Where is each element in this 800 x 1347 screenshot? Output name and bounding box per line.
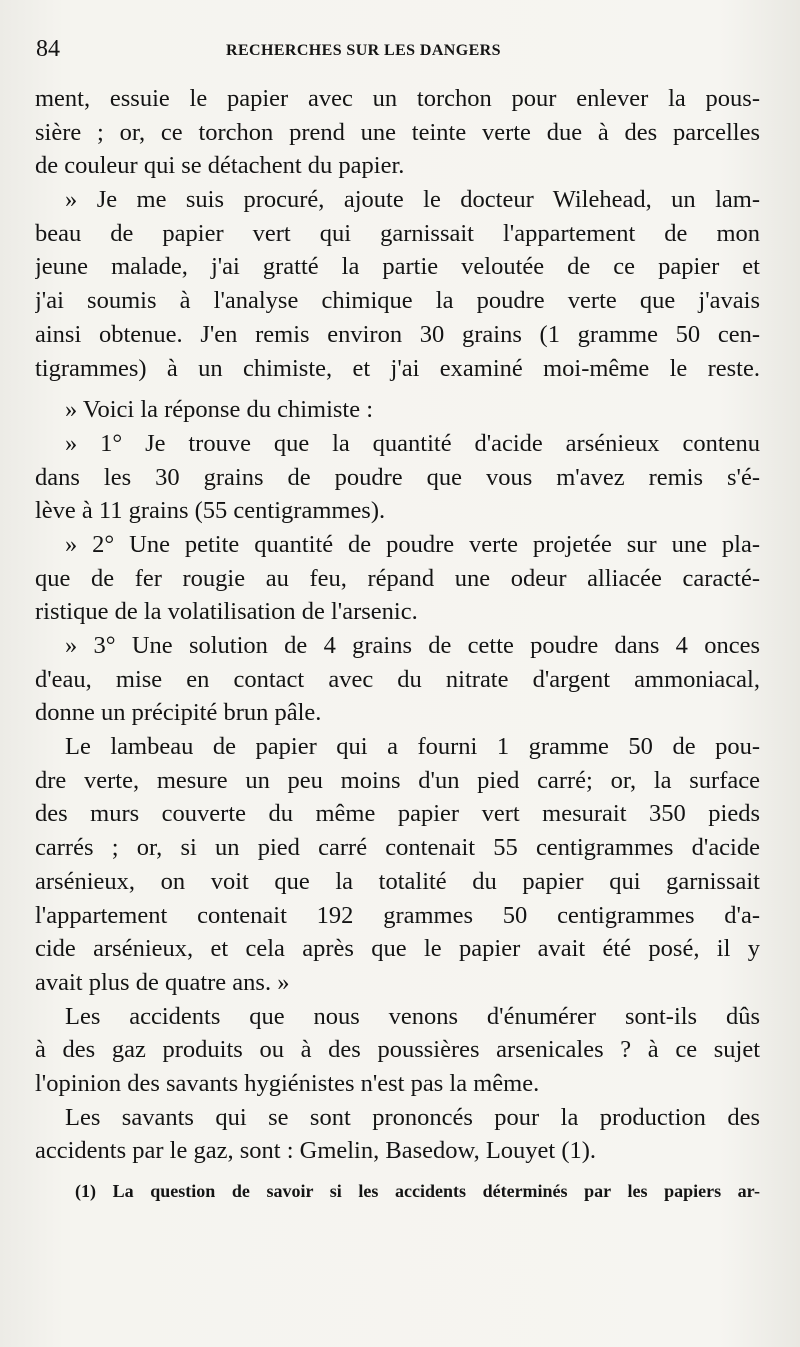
text-line: à des gaz produits ou à des poussières arsenicales ? à ce sujet [35, 1036, 760, 1064]
body-text [35, 82, 760, 1204]
text-line: ment, essuie le papier avec un torchon pour enlever la pous- [35, 85, 760, 112]
text-line: cide arsénieux, et cela après que le papier avait été posé, il y [35, 935, 760, 963]
footnote-separator [35, 1168, 760, 1178]
text-line: sière ; or, ce torchon prend une teinte verte due à des parcelles [35, 118, 760, 146]
text-line: carrés ; or, si un pied carré contenait 55 centigrammes d'acide [35, 834, 760, 862]
text-line: beau de papier vert qui garnissait l'appartement de mon [35, 219, 760, 247]
text-line: accidents par le gaz, sont : Gmelin, Basedow, Louyet (1). [35, 1137, 597, 1165]
text-line: ristique de la volatilisation de l'arsenic. [35, 598, 418, 626]
text-line: Le lambeau de papier qui a fourni 1 gramme 50 de pou- [65, 733, 760, 761]
text-line: Les savants qui se sont prononcés pour la production des [65, 1103, 760, 1131]
text-line: des murs couverte du même papier vert mesurait 350 pieds [35, 800, 760, 828]
text-line: avait plus de quatre ans. » [35, 968, 290, 996]
page-number: 84 [36, 36, 60, 62]
text-line: » Je me suis procuré, ajoute le docteur Wilehead, un lam- [65, 186, 760, 214]
text-line: lève à 11 grains (55 centigrammes). [35, 497, 386, 525]
text-line: donne un précipité brun pâle. [35, 699, 322, 727]
text-line: ainsi obtenue. J'en remis environ 30 grains (1 gramme 50 cen- [35, 320, 760, 348]
text-line: dans les 30 grains de poudre que vous m'avez remis s'é- [35, 463, 760, 491]
text-line: d'eau, mise en contact avec du nitrate d'argent ammoniacal, [35, 665, 760, 693]
running-title: RECHERCHES SUR LES DANGERS [226, 42, 501, 59]
text-line: dre verte, mesure un peu moins d'un pied carré; or, la surface [35, 766, 760, 794]
page-header [36, 36, 756, 70]
text-line: que de fer rougie au feu, répand une odeur alliacée caracté- [35, 564, 760, 592]
text-line: » Voici la réponse du chimiste : [65, 396, 374, 424]
text-line: » 2° Une petite quantité de poudre verte projetée sur une pla- [65, 530, 760, 558]
text-line: » 1° Je trouve que la quantité d'acide arsénieux contenu [65, 429, 760, 457]
text-line: » 3° Une solution de 4 grains de cette poudre dans 4 onces [65, 632, 760, 659]
text-line: jeune malade, j'ai gratté la partie veloutée de ce papier et [35, 253, 760, 281]
text-line: l'appartement contenait 192 grammes 50 centigrammes d'a- [35, 901, 760, 929]
text-line: l'opinion des savants hygiénistes n'est pas la même. [35, 1069, 540, 1097]
text-line: tigrammes) à un chimiste, et j'ai examiné moi-même le reste. [35, 354, 760, 382]
text-line: arsénieux, on voit que la totalité du papier qui garnissait [35, 867, 760, 895]
text-line: j'ai soumis à l'analyse chimique la poudre verte que j'avais [35, 287, 760, 315]
text-line: de couleur qui se détachent du papier. [35, 152, 405, 180]
text-line: Les accidents que nous venons d'énumérer sont-ils dûs [65, 1002, 760, 1030]
footnote: (1) La question de savoir si les accidents déterminés par les papiers ar- [75, 1181, 760, 1201]
paragraph-spacer [35, 385, 760, 393]
